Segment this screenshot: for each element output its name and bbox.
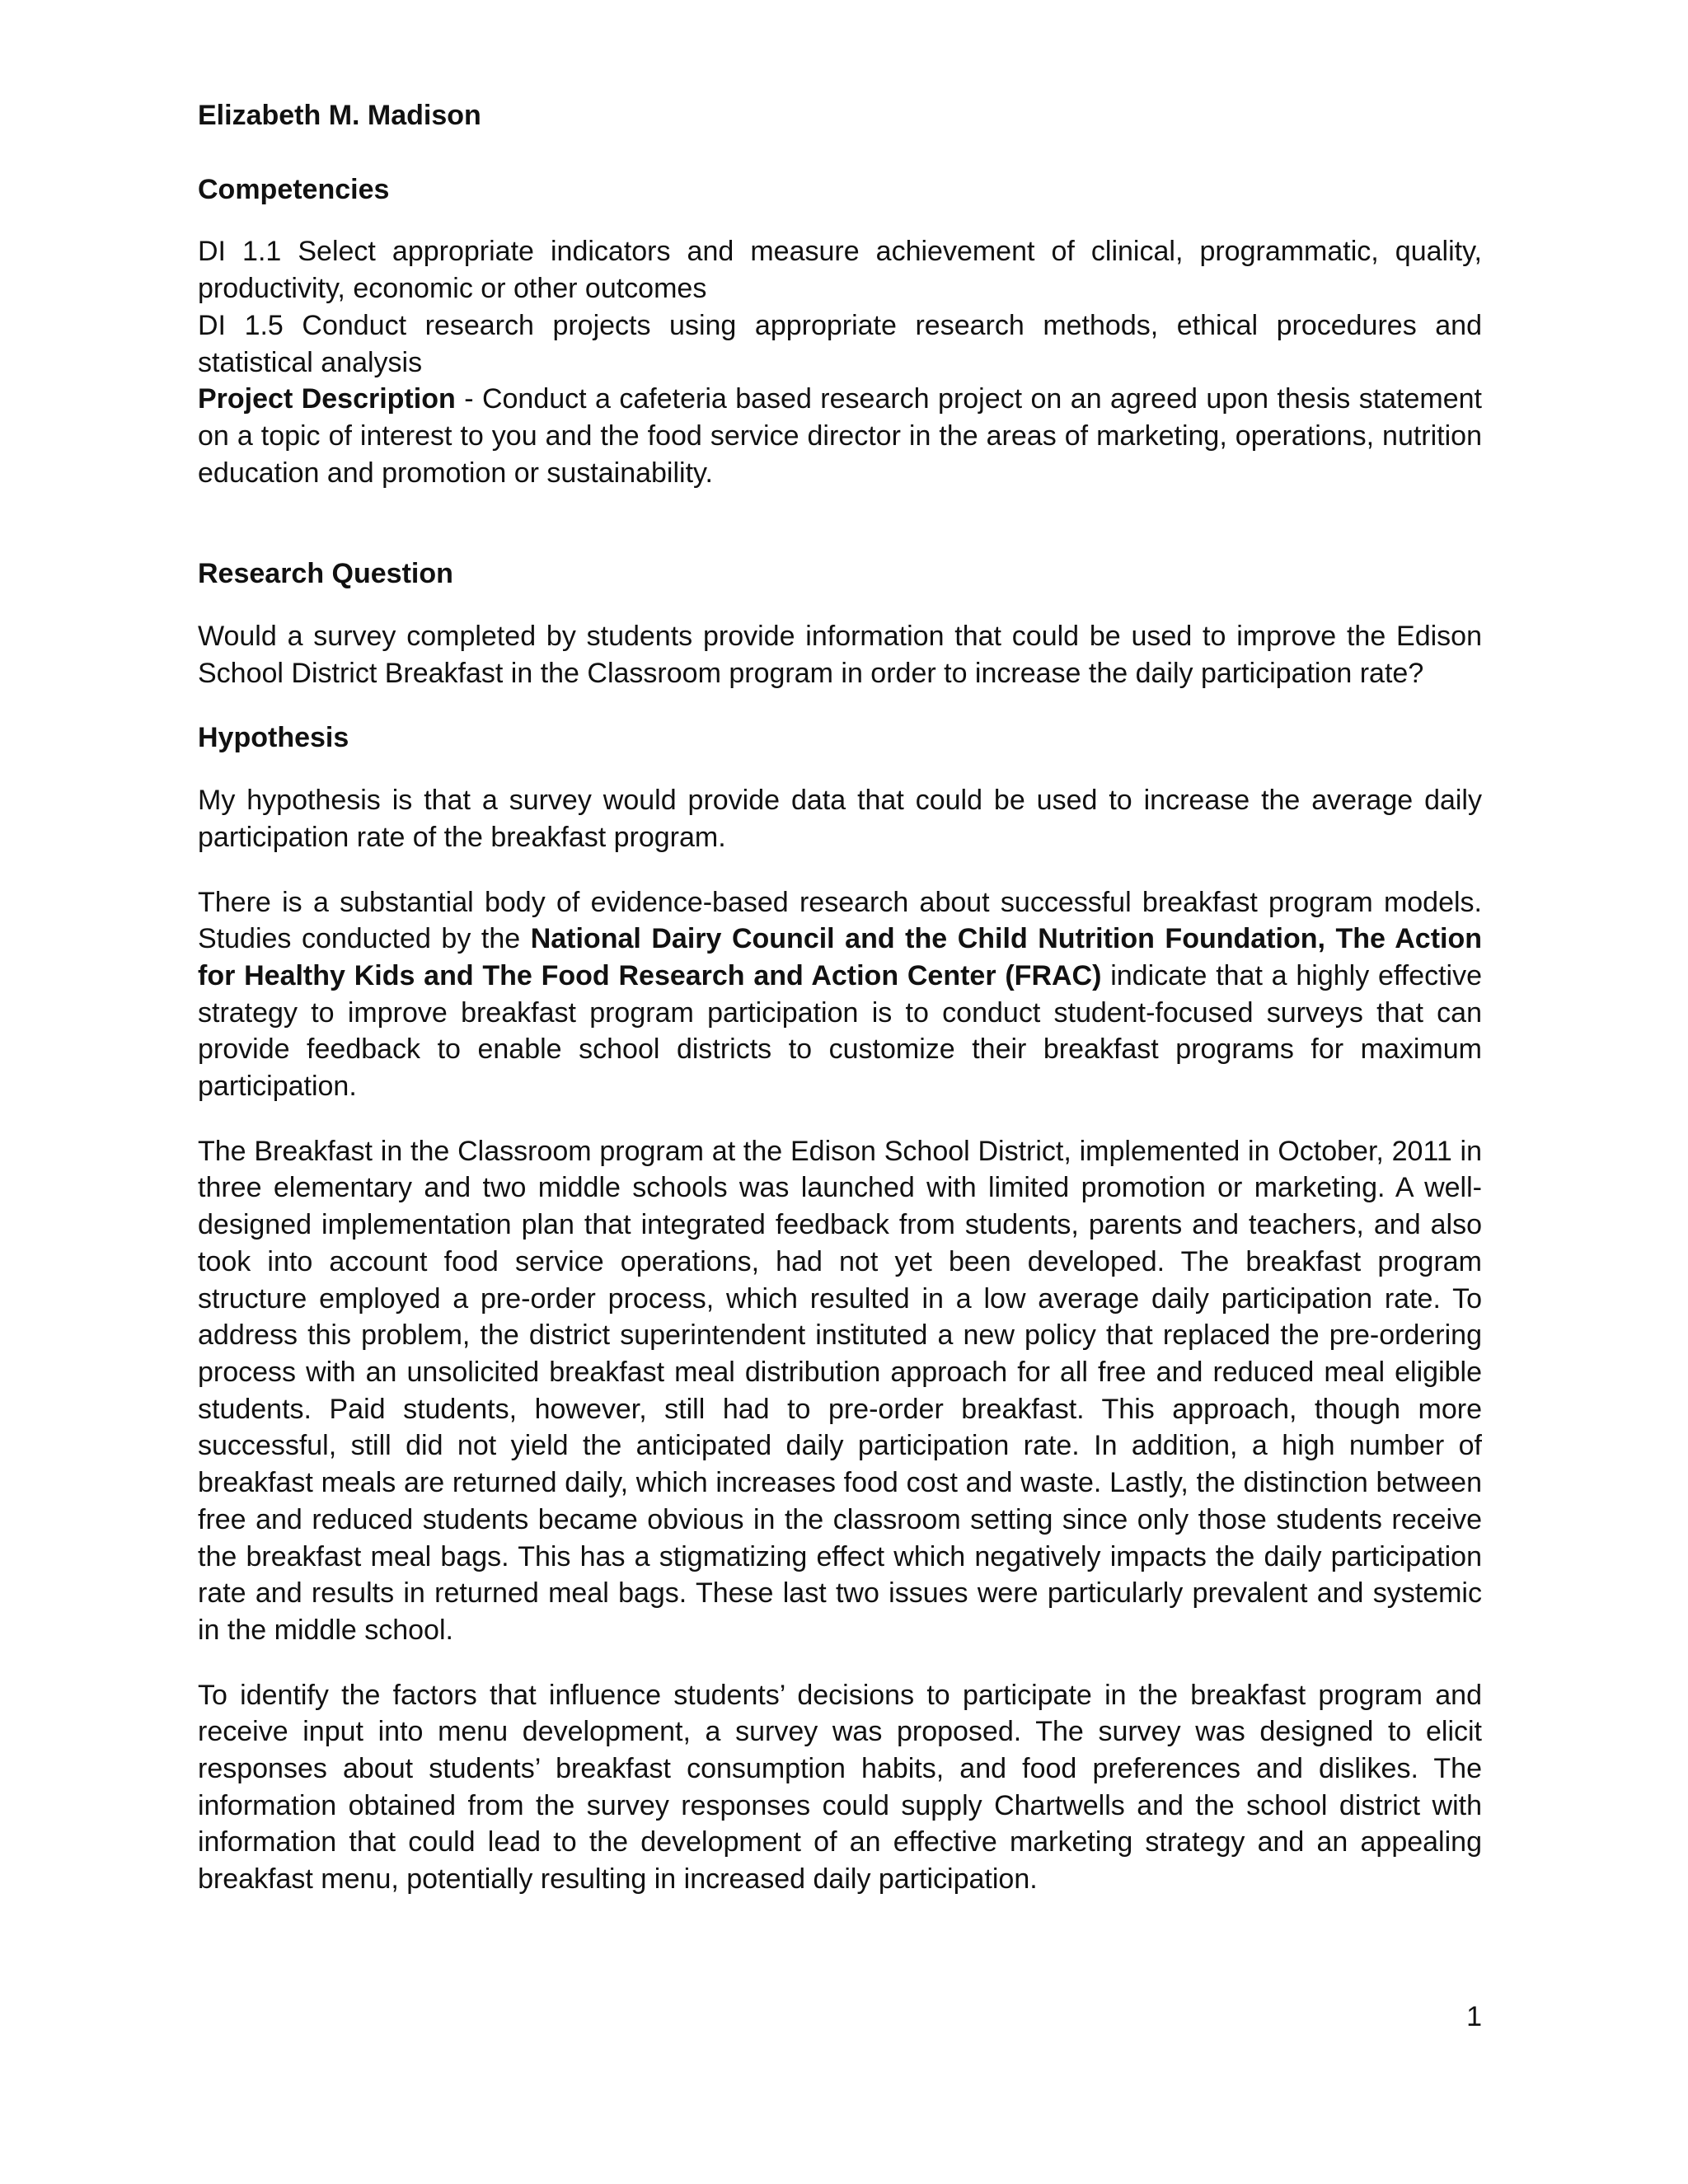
hypothesis-paragraph-3: The Breakfast in the Classroom program at the Edison School District, implemented in October, 2011 in three elementary and two middle schools was launched with limited promotion or marketing. A well-designed implementation plan that integrated feedback from students, parents and teachers, and also took into account food service operations, had not yet been developed. The breakfast program structure employed a pre-order process, which resulted in a low average daily participation rate. To address this problem, the district superintendent instituted a new policy that replaced the pre-ordering process with an unsolicited breakfast meal distribution approach for all free and reduced meal eligible students. Paid students, however, still had to pre-order breakfast. This approach, though more successful, still did not yield the anticipated daily participation rate. In addition, a high number of breakfast meals are returned daily, which increases food cost and waste. Lastly, the distinction between free and reduced students became obvious in the classroom setting since only those students receive the breakfast meal bags. This has a stigmatizing effect which negatively impacts the daily participation rate and results in returned meal bags. These last two issues were particularly prevalent and systemic in the middle school. xyxy=(198,1135,1482,1646)
project-description-text: - Conduct a cafeteria based research project on an agreed upon thesis statement on a topic of interest to you and the food service director in the areas of marketing, operations, nutrition education and promotion or sustainability. xyxy=(198,383,1482,489)
paragraph-2-organizations: National Dairy Council and the Child Nutrition Foundation, The Action for Healthy Kids and The Food Research and Action Center (FRAC) xyxy=(198,923,1482,991)
competencies-heading: Competencies xyxy=(198,173,390,205)
research-question-heading: Research Question xyxy=(198,558,453,590)
hypothesis-paragraph-4: To identify the factors that influence students’ decisions to participate in the breakfast program and receive input into menu development, a survey was proposed. The survey was designed to elicit responses about students’ breakfast consumption habits, and food preferences and dislikes. The information obtained from the survey responses could supply Chartwells and the school district with information that could lead to the development of an effective marketing strategy and an appealing breakfast menu, potentially resulting in increased daily participation. xyxy=(198,1679,1482,1896)
hypothesis-paragraph-2 xyxy=(198,884,1482,1105)
section-spacer xyxy=(198,491,1482,555)
competency-di-1-1: DI 1.1 Select appropriate indicators and measure achievement of clinical, programmatic, quality, productivity, economic or other outcomes xyxy=(198,236,1482,305)
hypothesis-heading: Hypothesis xyxy=(198,722,349,754)
research-question-text: Would a survey completed by students provide information that could be used to improve the Edison School District Breakfast in the Classroom program in order to increase the daily participation rate? xyxy=(198,621,1482,689)
paragraph-2-intro: There is a substantial body of evidence-based research about successful breakfast program models. Studies conducted by the xyxy=(198,886,1482,955)
competency-di-1-5: DI 1.5 Conduct research projects using appropriate research methods, ethical procedures and statistical analysis xyxy=(198,309,1482,378)
project-description-label: Project Description xyxy=(198,383,456,415)
page-number: 1 xyxy=(1466,2001,1482,2032)
author-name: Elizabeth M. Madison xyxy=(198,100,481,131)
paragraph-2-conclusion: indicate that a highly effective strategy to improve breakfast program participation is to conduct student-focused surveys that can provide feedback to enable school districts to customize their breakfast programs for maximum participation. xyxy=(198,959,1482,1103)
hypothesis-paragraph-1: My hypothesis is that a survey would provide data that could be used to increase the average daily participation rate of the breakfast program. xyxy=(198,785,1482,853)
document-page xyxy=(198,97,1482,1926)
project-description xyxy=(198,381,1482,491)
